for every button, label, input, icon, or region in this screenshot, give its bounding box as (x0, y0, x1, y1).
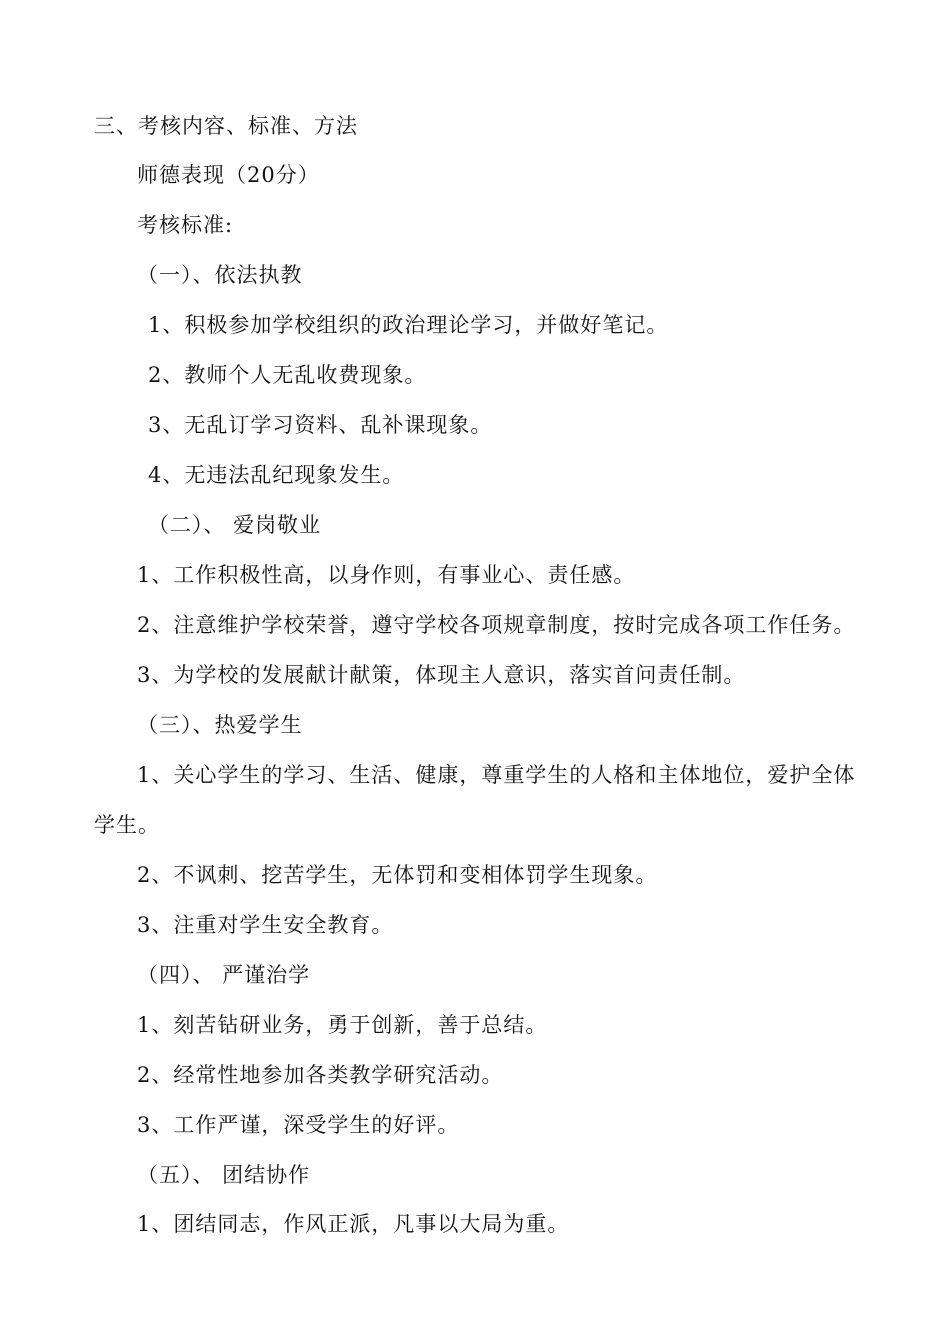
list-item: 2、注意维护学校荣誉，遵守学校各项规章制度，按时完成各项工作任务。 (137, 613, 856, 637)
list-item: 1、刻苦钻研业务，勇于创新，善于总结。 (137, 1013, 548, 1037)
list-item: 1、积极参加学校组织的政治理论学习，并做好笔记。 (148, 313, 669, 337)
list-item: 4、无违法乱纪现象发生。 (148, 463, 405, 487)
list-item: 3、为学校的发展献计献策，体现主人意识，落实首问责任制。 (137, 663, 746, 687)
subheading: 师德表现（20分） (137, 163, 320, 187)
criteria-label: 考核标准: (137, 213, 234, 237)
list-item: 3、无乱订学习资料、乱补课现象。 (148, 413, 493, 437)
list-item: 2、不讽刺、挖苦学生，无体罚和变相体罚学生现象。 (137, 863, 658, 887)
section-title: （一）、依法执教 (137, 263, 303, 287)
section-title: （三）、热爱学生 (137, 713, 303, 737)
list-item: 1、团结同志，作风正派，凡事以大局为重。 (137, 1212, 570, 1236)
list-item: 3、注重对学生安全教育。 (137, 913, 394, 937)
list-item-continuation: 学生。 (94, 813, 160, 837)
list-item: 1、工作积极性高，以身作则，有事业心、责任感。 (137, 563, 636, 587)
list-item: 2、经常性地参加各类教学研究活动。 (137, 1063, 504, 1087)
list-item: 2、教师个人无乱收费现象。 (148, 363, 427, 387)
list-item: 3、工作严谨，深受学生的好评。 (137, 1113, 460, 1137)
section-title: （四）、 严谨治学 (137, 963, 311, 987)
section-title: （二）、 爱岗敬业 (148, 513, 322, 537)
list-item: 1、关心学生的学习、生活、健康，尊重学生的人格和主体地位，爱护全体 (137, 763, 856, 787)
section-heading: 三、考核内容、标准、方法 (94, 114, 358, 138)
section-title: （五）、 团结协作 (137, 1163, 311, 1187)
